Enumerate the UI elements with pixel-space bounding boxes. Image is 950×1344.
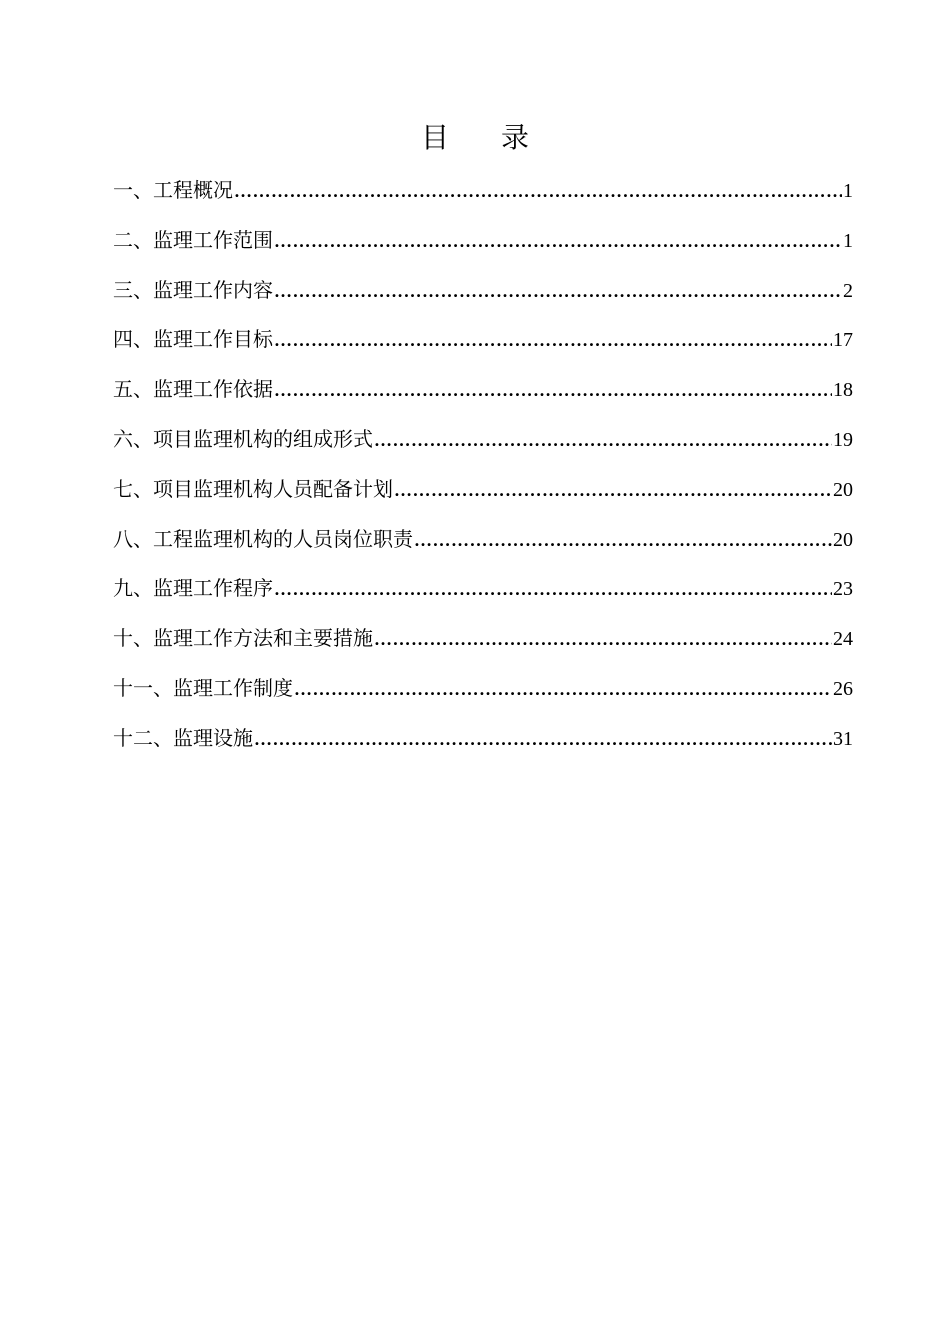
toc-leader-dots	[254, 721, 832, 757]
toc-entry[interactable]	[113, 570, 853, 620]
toc-entry-label: 十一、监理工作制度	[113, 675, 293, 700]
toc-entry[interactable]	[113, 272, 853, 322]
toc-leader-dots	[274, 372, 832, 408]
toc-entry-page-number: 2	[843, 279, 853, 302]
toc-entry[interactable]	[113, 321, 853, 371]
toc-leader-dots	[274, 322, 832, 358]
toc-entry-label: 八、工程监理机构的人员岗位职责	[113, 526, 413, 551]
toc-entry[interactable]	[113, 471, 853, 521]
toc-entry-label: 二、监理工作范围	[113, 227, 273, 252]
toc-entry-page-number: 23	[833, 578, 853, 601]
toc-entry-page-number: 1	[843, 229, 853, 252]
toc-entry-label: 一、工程概况	[113, 178, 233, 202]
toc-title-char-1: 目	[420, 121, 449, 154]
toc-entry[interactable]	[113, 521, 853, 571]
toc-leader-dots	[274, 223, 842, 259]
toc-list	[113, 172, 853, 770]
toc-entry-page-number: 31	[833, 727, 853, 750]
toc-entry-label: 十、监理工作方法和主要措施	[113, 626, 373, 651]
toc-entry-label: 四、监理工作目标	[113, 327, 273, 352]
toc-entry[interactable]	[113, 720, 853, 770]
toc-entry[interactable]	[113, 670, 853, 720]
toc-leader-dots	[414, 522, 832, 558]
toc-entry-page-number: 18	[833, 379, 853, 402]
toc-entry-page-number: 19	[833, 428, 853, 451]
toc-entry[interactable]	[113, 172, 853, 222]
toc-leader-dots	[374, 422, 832, 458]
toc-entry-page-number: 24	[833, 628, 853, 651]
toc-leader-dots	[294, 671, 832, 707]
toc-entry[interactable]	[113, 222, 853, 272]
toc-entry[interactable]	[113, 620, 853, 670]
toc-title	[0, 118, 950, 158]
toc-entry-label: 十二、监理设施	[113, 725, 253, 750]
toc-entry-label: 三、监理工作内容	[113, 277, 273, 302]
toc-leader-dots	[234, 173, 842, 209]
toc-entry-label: 五、监理工作依据	[113, 377, 273, 402]
toc-title-char-2: 录	[501, 121, 530, 154]
toc-entry-label: 六、项目监理机构的组成形式	[113, 426, 373, 451]
toc-entry-page-number: 1	[843, 180, 853, 202]
toc-entry-page-number: 20	[833, 528, 853, 551]
toc-entry-page-number: 17	[833, 329, 853, 352]
toc-entry-page-number: 26	[833, 677, 853, 700]
toc-entry-label: 七、项目监理机构人员配备计划	[113, 476, 393, 501]
toc-entry-page-number: 20	[833, 478, 853, 501]
toc-entry[interactable]	[113, 371, 853, 421]
toc-leader-dots	[274, 273, 842, 309]
toc-leader-dots	[274, 571, 832, 607]
toc-leader-dots	[394, 472, 832, 508]
toc-entry[interactable]	[113, 421, 853, 471]
toc-leader-dots	[374, 621, 832, 657]
toc-entry-label: 九、监理工作程序	[113, 576, 273, 601]
